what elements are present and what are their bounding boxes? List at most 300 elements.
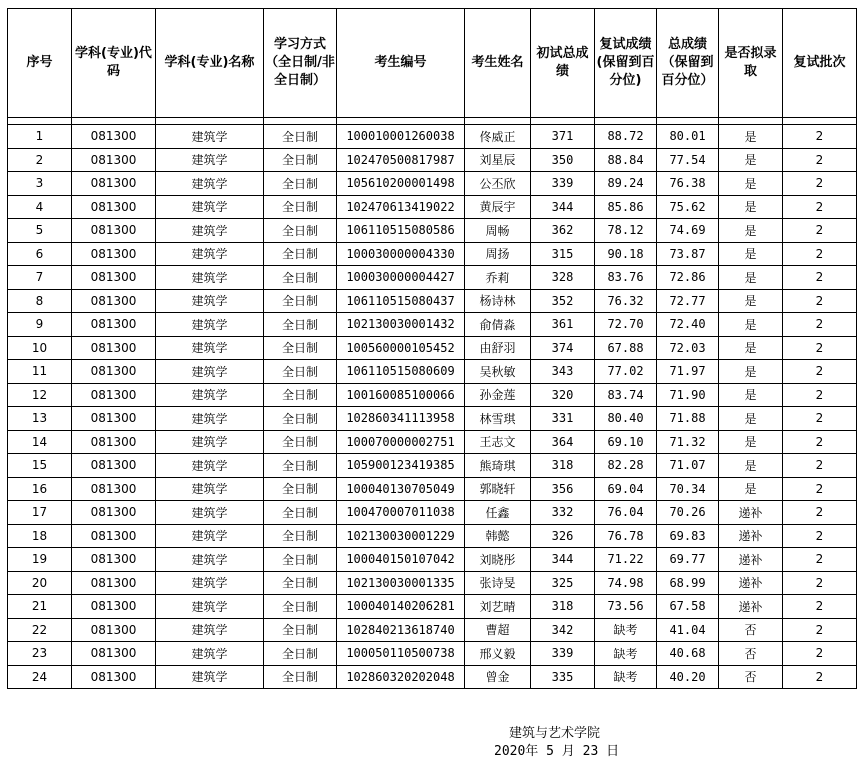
row-number-cell: 6 [8,242,72,266]
subject-code-cell: 081300 [72,524,156,548]
row-number-cell: 1 [8,125,72,149]
admission-status-cell: 递补 [719,595,783,619]
header-cell: 是否拟录取 [719,9,783,118]
candidate-name-cell: 周畅 [465,219,531,243]
candidate-name-cell: 熊琦琪 [465,454,531,478]
prelim-score-cell: 344 [531,548,595,572]
header-cell: 考生编号 [337,9,465,118]
admission-status-cell: 是 [719,313,783,337]
subject-code-cell: 081300 [72,501,156,525]
candidate-id-cell: 102860320202048 [337,665,465,689]
study-mode-cell: 全日制 [264,430,337,454]
retest-score-cell: 73.56 [595,595,657,619]
study-mode-cell: 全日制 [264,219,337,243]
table-row [8,407,857,431]
subject-code-cell: 081300 [72,430,156,454]
study-mode-cell: 全日制 [264,125,337,149]
subject-code-cell: 081300 [72,360,156,384]
subject-code-cell: 081300 [72,407,156,431]
total-score-cell: 69.83 [657,524,719,548]
retest-batch-cell: 2 [783,501,857,525]
retest-batch-cell: 2 [783,242,857,266]
candidate-name-cell: 林雪琪 [465,407,531,431]
total-score-cell: 41.04 [657,618,719,642]
subject-name-cell: 建筑学 [156,125,264,149]
retest-batch-cell: 2 [783,195,857,219]
prelim-score-cell: 320 [531,383,595,407]
candidate-name-cell: 张诗旻 [465,571,531,595]
total-score-cell: 70.34 [657,477,719,501]
study-mode-cell: 全日制 [264,665,337,689]
prelim-score-cell: 318 [531,454,595,478]
retest-score-cell: 83.76 [595,266,657,290]
candidate-name-cell: 佟威正 [465,125,531,149]
row-number-cell: 4 [8,195,72,219]
admission-status-cell: 是 [719,454,783,478]
candidate-id-cell: 102470613419022 [337,195,465,219]
table-row [8,336,857,360]
candidate-name-cell: 黄辰宇 [465,195,531,219]
subject-code-cell: 081300 [72,195,156,219]
table-row [8,313,857,337]
candidate-id-cell: 102130030001432 [337,313,465,337]
prelim-score-cell: 342 [531,618,595,642]
table-row [8,642,857,666]
retest-batch-cell: 2 [783,665,857,689]
candidate-name-cell: 刘艺晴 [465,595,531,619]
study-mode-cell: 全日制 [264,195,337,219]
candidate-name-cell: 吴秋敏 [465,360,531,384]
total-score-cell: 71.90 [657,383,719,407]
admission-status-cell: 递补 [719,548,783,572]
subject-code-cell: 081300 [72,571,156,595]
retest-batch-cell: 2 [783,524,857,548]
total-score-cell: 72.86 [657,266,719,290]
subject-code-cell: 081300 [72,618,156,642]
candidate-id-cell: 100040150107042 [337,548,465,572]
study-mode-cell: 全日制 [264,548,337,572]
prelim-score-cell: 318 [531,595,595,619]
admission-status-cell: 是 [719,148,783,172]
subject-name-cell: 建筑学 [156,642,264,666]
subject-name-cell: 建筑学 [156,360,264,384]
row-number-cell: 24 [8,665,72,689]
subject-name-cell: 建筑学 [156,172,264,196]
row-number-cell: 22 [8,618,72,642]
subject-code-cell: 081300 [72,313,156,337]
school-name: 建筑与艺术学院 [509,726,601,741]
prelim-score-cell: 335 [531,665,595,689]
row-number-cell: 5 [8,219,72,243]
admission-status-cell: 否 [719,642,783,666]
retest-score-cell: 85.86 [595,195,657,219]
header-cell: 复试批次 [783,9,857,118]
total-score-cell: 75.62 [657,195,719,219]
candidate-id-cell: 102470500817987 [337,148,465,172]
prelim-score-cell: 371 [531,125,595,149]
prelim-score-cell: 325 [531,571,595,595]
retest-batch-cell: 2 [783,595,857,619]
prelim-score-cell: 339 [531,172,595,196]
candidate-name-cell: 杨诗林 [465,289,531,313]
prelim-score-cell: 315 [531,242,595,266]
admission-status-cell: 是 [719,407,783,431]
admission-status-cell: 是 [719,360,783,384]
table-row [8,383,857,407]
prelim-score-cell: 331 [531,407,595,431]
retest-batch-cell: 2 [783,618,857,642]
total-score-cell: 74.69 [657,219,719,243]
subject-name-cell: 建筑学 [156,148,264,172]
candidate-name-cell: 公丕欣 [465,172,531,196]
row-number-cell: 15 [8,454,72,478]
study-mode-cell: 全日制 [264,266,337,290]
candidate-id-cell: 100070000002751 [337,430,465,454]
study-mode-cell: 全日制 [264,242,337,266]
retest-score-cell: 74.98 [595,571,657,595]
table-row [8,477,857,501]
retest-score-cell: 缺考 [595,618,657,642]
retest-batch-cell: 2 [783,383,857,407]
header-cell: 学习方式（全日制/非全日制） [264,9,337,118]
retest-score-cell: 90.18 [595,242,657,266]
candidate-id-cell: 100560000105452 [337,336,465,360]
table-row [8,266,857,290]
candidate-id-cell: 102130030001229 [337,524,465,548]
candidate-name-cell: 曹超 [465,618,531,642]
retest-score-cell: 76.32 [595,289,657,313]
admission-status-cell: 是 [719,219,783,243]
row-number-cell: 3 [8,172,72,196]
retest-score-cell: 缺考 [595,665,657,689]
total-score-cell: 70.26 [657,501,719,525]
study-mode-cell: 全日制 [264,642,337,666]
candidate-name-cell: 曾金 [465,665,531,689]
total-score-cell: 77.54 [657,148,719,172]
candidate-id-cell: 100470007011038 [337,501,465,525]
admission-status-cell: 递补 [719,524,783,548]
retest-score-cell: 88.72 [595,125,657,149]
total-score-cell: 80.01 [657,125,719,149]
table-row [8,548,857,572]
subject-code-cell: 081300 [72,148,156,172]
total-score-cell: 71.07 [657,454,719,478]
retest-score-cell: 69.10 [595,430,657,454]
total-score-cell: 72.40 [657,313,719,337]
row-number-cell: 10 [8,336,72,360]
candidate-id-cell: 102130030001335 [337,571,465,595]
subject-name-cell: 建筑学 [156,383,264,407]
subject-code-cell: 081300 [72,665,156,689]
total-score-cell: 76.38 [657,172,719,196]
study-mode-cell: 全日制 [264,454,337,478]
prelim-score-cell: 350 [531,148,595,172]
retest-score-cell: 67.88 [595,336,657,360]
retest-score-cell: 69.04 [595,477,657,501]
retest-score-cell: 76.78 [595,524,657,548]
study-mode-cell: 全日制 [264,524,337,548]
admission-status-cell: 递补 [719,571,783,595]
subject-code-cell: 081300 [72,219,156,243]
row-number-cell: 23 [8,642,72,666]
study-mode-cell: 全日制 [264,618,337,642]
table-row [8,595,857,619]
retest-batch-cell: 2 [783,360,857,384]
table-row [8,242,857,266]
table-row [8,524,857,548]
retest-score-cell: 83.74 [595,383,657,407]
candidate-name-cell: 乔莉 [465,266,531,290]
candidate-name-cell: 刘晓彤 [465,548,531,572]
table-row [8,148,857,172]
candidate-id-cell: 100040140206281 [337,595,465,619]
table-row [8,454,857,478]
candidate-id-cell: 100040130705049 [337,477,465,501]
total-score-cell: 71.32 [657,430,719,454]
admission-status-cell: 是 [719,125,783,149]
subject-code-cell: 081300 [72,289,156,313]
study-mode-cell: 全日制 [264,477,337,501]
table-row [8,618,857,642]
total-score-cell: 72.77 [657,289,719,313]
subject-code-cell: 081300 [72,595,156,619]
candidate-name-cell: 王志文 [465,430,531,454]
subject-code-cell: 081300 [72,242,156,266]
candidate-name-cell: 任鑫 [465,501,531,525]
prelim-score-cell: 332 [531,501,595,525]
retest-batch-cell: 2 [783,266,857,290]
table-row [8,172,857,196]
retest-score-cell: 76.04 [595,501,657,525]
subject-name-cell: 建筑学 [156,548,264,572]
prelim-score-cell: 362 [531,219,595,243]
total-score-cell: 71.88 [657,407,719,431]
prelim-score-cell: 343 [531,360,595,384]
candidate-name-cell: 刘星辰 [465,148,531,172]
subject-name-cell: 建筑学 [156,524,264,548]
admission-status-cell: 否 [719,618,783,642]
admission-status-cell: 是 [719,430,783,454]
candidate-name-cell: 韩懿 [465,524,531,548]
subject-name-cell: 建筑学 [156,571,264,595]
header-row [8,9,857,118]
candidate-name-cell: 郭晓轩 [465,477,531,501]
subject-code-cell: 081300 [72,548,156,572]
subject-code-cell: 081300 [72,642,156,666]
subject-name-cell: 建筑学 [156,595,264,619]
total-score-cell: 67.58 [657,595,719,619]
row-number-cell: 7 [8,266,72,290]
table-row [8,195,857,219]
prelim-score-cell: 339 [531,642,595,666]
retest-batch-cell: 2 [783,125,857,149]
subject-name-cell: 建筑学 [156,336,264,360]
study-mode-cell: 全日制 [264,501,337,525]
candidate-id-cell: 106110515080437 [337,289,465,313]
study-mode-cell: 全日制 [264,148,337,172]
admission-status-cell: 是 [719,383,783,407]
subject-name-cell: 建筑学 [156,430,264,454]
subject-name-cell: 建筑学 [156,219,264,243]
table-row [8,125,857,149]
row-number-cell: 2 [8,148,72,172]
header-cell: 学科(专业)代码 [72,9,156,118]
row-number-cell: 14 [8,430,72,454]
table-row [8,501,857,525]
row-number-cell: 9 [8,313,72,337]
retest-batch-cell: 2 [783,313,857,337]
study-mode-cell: 全日制 [264,289,337,313]
retest-batch-cell: 2 [783,642,857,666]
admission-status-cell: 是 [719,289,783,313]
candidate-name-cell: 俞倩淼 [465,313,531,337]
candidate-name-cell: 由舒羽 [465,336,531,360]
candidate-id-cell: 106110515080609 [337,360,465,384]
total-score-cell: 68.99 [657,571,719,595]
prelim-score-cell: 328 [531,266,595,290]
retest-batch-cell: 2 [783,219,857,243]
header-cell: 考生姓名 [465,9,531,118]
study-mode-cell: 全日制 [264,407,337,431]
retest-score-cell: 88.84 [595,148,657,172]
subject-code-cell: 081300 [72,266,156,290]
prelim-score-cell: 356 [531,477,595,501]
retest-batch-cell: 2 [783,571,857,595]
retest-score-cell: 80.40 [595,407,657,431]
admission-table [7,8,857,689]
admission-status-cell: 递补 [719,501,783,525]
retest-score-cell: 72.70 [595,313,657,337]
candidate-id-cell: 100050110500738 [337,642,465,666]
retest-batch-cell: 2 [783,148,857,172]
row-number-cell: 18 [8,524,72,548]
subject-code-cell: 081300 [72,125,156,149]
retest-batch-cell: 2 [783,407,857,431]
prelim-score-cell: 364 [531,430,595,454]
subject-name-cell: 建筑学 [156,242,264,266]
retest-score-cell: 77.02 [595,360,657,384]
prelim-score-cell: 344 [531,195,595,219]
row-number-cell: 21 [8,595,72,619]
admission-status-cell: 是 [719,195,783,219]
table-row [8,430,857,454]
subject-name-cell: 建筑学 [156,665,264,689]
candidate-id-cell: 100030000004330 [337,242,465,266]
candidate-name-cell: 周扬 [465,242,531,266]
study-mode-cell: 全日制 [264,571,337,595]
total-score-cell: 40.68 [657,642,719,666]
retest-batch-cell: 2 [783,548,857,572]
retest-score-cell: 缺考 [595,642,657,666]
retest-score-cell: 89.24 [595,172,657,196]
candidate-id-cell: 100010001260038 [337,125,465,149]
study-mode-cell: 全日制 [264,336,337,360]
study-mode-cell: 全日制 [264,313,337,337]
header-cell: 学科(专业)名称 [156,9,264,118]
header-cell: 初试总成绩 [531,9,595,118]
candidate-name-cell: 孙金莲 [465,383,531,407]
retest-batch-cell: 2 [783,289,857,313]
row-number-cell: 8 [8,289,72,313]
candidate-id-cell: 106110515080586 [337,219,465,243]
retest-batch-cell: 2 [783,336,857,360]
row-number-cell: 17 [8,501,72,525]
retest-batch-cell: 2 [783,172,857,196]
candidate-id-cell: 102860341113958 [337,407,465,431]
subject-name-cell: 建筑学 [156,618,264,642]
subject-code-cell: 081300 [72,172,156,196]
header-cell: 复试成绩(保留到百分位) [595,9,657,118]
table-row [8,665,857,689]
row-number-cell: 11 [8,360,72,384]
retest-score-cell: 78.12 [595,219,657,243]
table-row [8,571,857,595]
row-number-cell: 19 [8,548,72,572]
row-number-cell: 13 [8,407,72,431]
candidate-id-cell: 105610200001498 [337,172,465,196]
admission-status-cell: 是 [719,477,783,501]
total-score-cell: 73.87 [657,242,719,266]
admission-status-cell: 否 [719,665,783,689]
prelim-score-cell: 352 [531,289,595,313]
study-mode-cell: 全日制 [264,383,337,407]
retest-score-cell: 71.22 [595,548,657,572]
row-number-cell: 20 [8,571,72,595]
header-gap-row [8,118,857,125]
subject-name-cell: 建筑学 [156,407,264,431]
subject-name-cell: 建筑学 [156,289,264,313]
table-row [8,289,857,313]
study-mode-cell: 全日制 [264,595,337,619]
total-score-cell: 69.77 [657,548,719,572]
header-cell: 序号 [8,9,72,118]
admission-status-cell: 是 [719,336,783,360]
subject-name-cell: 建筑学 [156,454,264,478]
row-number-cell: 12 [8,383,72,407]
candidate-id-cell: 102840213618740 [337,618,465,642]
subject-name-cell: 建筑学 [156,266,264,290]
subject-code-cell: 081300 [72,454,156,478]
table-row [8,360,857,384]
admission-status-cell: 是 [719,172,783,196]
subject-name-cell: 建筑学 [156,313,264,337]
study-mode-cell: 全日制 [264,172,337,196]
study-mode-cell: 全日制 [264,360,337,384]
candidate-id-cell: 105900123419385 [337,454,465,478]
candidate-id-cell: 100030000004427 [337,266,465,290]
subject-name-cell: 建筑学 [156,477,264,501]
total-score-cell: 72.03 [657,336,719,360]
subject-code-cell: 081300 [72,383,156,407]
date-line: 2020年 5 月 23 日 [494,744,620,759]
subject-name-cell: 建筑学 [156,195,264,219]
retest-score-cell: 82.28 [595,454,657,478]
candidate-id-cell: 100160085100066 [337,383,465,407]
prelim-score-cell: 361 [531,313,595,337]
subject-code-cell: 081300 [72,477,156,501]
subject-code-cell: 081300 [72,336,156,360]
row-number-cell: 16 [8,477,72,501]
prelim-score-cell: 326 [531,524,595,548]
prelim-score-cell: 374 [531,336,595,360]
total-score-cell: 71.97 [657,360,719,384]
total-score-cell: 40.20 [657,665,719,689]
subject-name-cell: 建筑学 [156,501,264,525]
retest-batch-cell: 2 [783,477,857,501]
admission-status-cell: 是 [719,266,783,290]
table-row [8,219,857,243]
retest-batch-cell: 2 [783,454,857,478]
